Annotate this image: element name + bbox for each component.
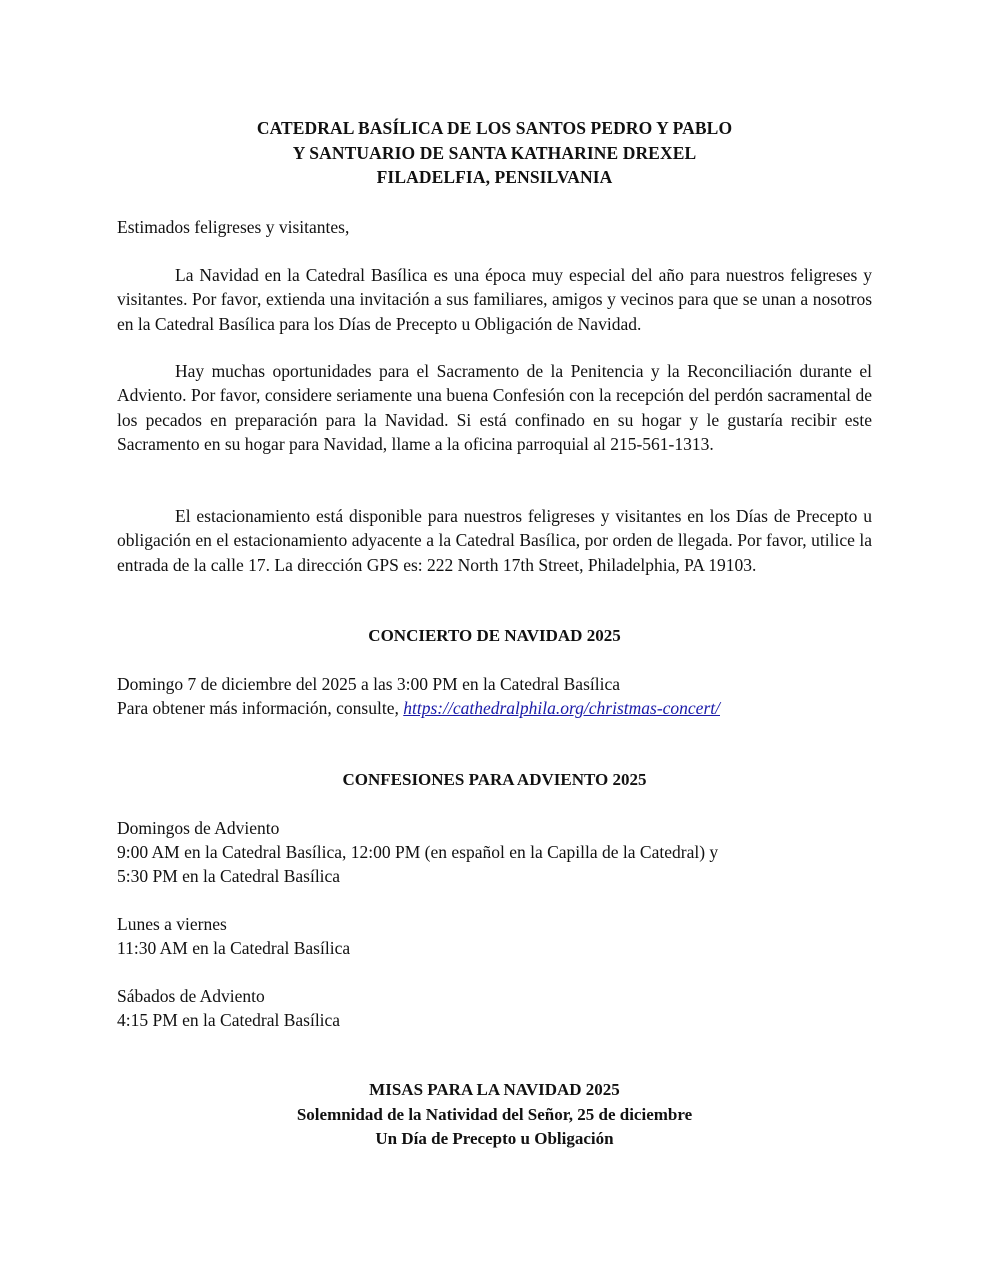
schedule-line: 4:15 PM en la Catedral Basílica (117, 1010, 341, 1030)
confessions-section-title: CONFESIONES PARA ADVIENTO 2025 (342, 770, 647, 789)
concert-section-title: CONCIERTO DE NAVIDAD 2025 (368, 626, 621, 645)
header-line-shrine: Y SANTUARIO DE SANTA KATHARINE DREXEL (292, 142, 697, 163)
concert-info-line (117, 696, 720, 720)
schedule-line: 9:00 AM en la Catedral Basílica, 12:00 PM (en español en la Capilla de la Catedral) y (117, 842, 719, 862)
schedule-label: Domingos de Adviento (117, 818, 280, 838)
schedule-saturdays (117, 984, 340, 1032)
concert-details (117, 672, 720, 720)
schedule-label: Lunes a viernes (117, 914, 227, 934)
schedule-line: 5:30 PM en la Catedral Basílica (117, 866, 341, 886)
schedule-label: Sábados de Adviento (117, 986, 265, 1006)
paragraph-confession: Hay muchas oportunidades para el Sacramento de la Penitencia y la Reconciliación durante el Adviento. Por favor, considere seriamente una buena Confesión con la recepción del perdón sacramental de los pecados en preparación para la Navidad. Si está confinado en su hogar y le gustaría recibir este Sacramento en su hogar para Navidad, llame a la oficina parroquial al 215-561-1313. (117, 361, 872, 455)
masses-section (0, 1078, 989, 1152)
masses-title: MISAS PARA LA NAVIDAD 2025 (369, 1080, 620, 1099)
concert-info-prefix: Para obtener más información, consulte (117, 698, 395, 718)
schedule-line: 11:30 AM en la Catedral Basílica (117, 938, 351, 958)
header-line-cathedral: CATEDRAL BASÍLICA DE LOS SANTOS PEDRO Y PABLO (256, 118, 733, 138)
concert-date-line: Domingo 7 de diciembre del 2025 a las 3:00 PM en la Catedral Basílica (117, 674, 621, 694)
masses-subtitle: Solemnidad de la Natividad del Señor, 25 de diciembre (296, 1104, 693, 1124)
masses-note: Un Día de Precepto u Obligación (375, 1129, 614, 1148)
concert-info-comma: , (394, 698, 404, 718)
schedule-weekdays (117, 912, 350, 960)
greeting: Estimados feligreses y visitantes, (117, 217, 350, 237)
paragraph-parking: El estacionamiento está disponible para nuestros feligreses y visitantes en los Días de Precepto u obligación en el estacionamiento adyacente a la Catedral Basílica, por orden de llegada. Por favor, utilice la entrada de la calle 17. La dirección GPS es: 222 North 17th Street, Philadelphia, PA 19103. (117, 506, 872, 575)
schedule-sundays (117, 816, 718, 888)
document-header (0, 116, 989, 190)
header-line-city: FILADELFIA, PENSILVANIA (376, 167, 613, 187)
concert-link[interactable]: https://cathedralphila.org/christmas-concert/ (403, 698, 720, 718)
paragraph-christmas-invitation: La Navidad en la Catedral Basílica es una época muy especial del año para nuestros feligreses y visitantes. Por favor, extienda una invitación a sus familiares, amigos y vecinos para que se unan a nosotros en la Catedral Basílica para los Días de Precepto u Obligación de Navidad. (117, 265, 872, 334)
